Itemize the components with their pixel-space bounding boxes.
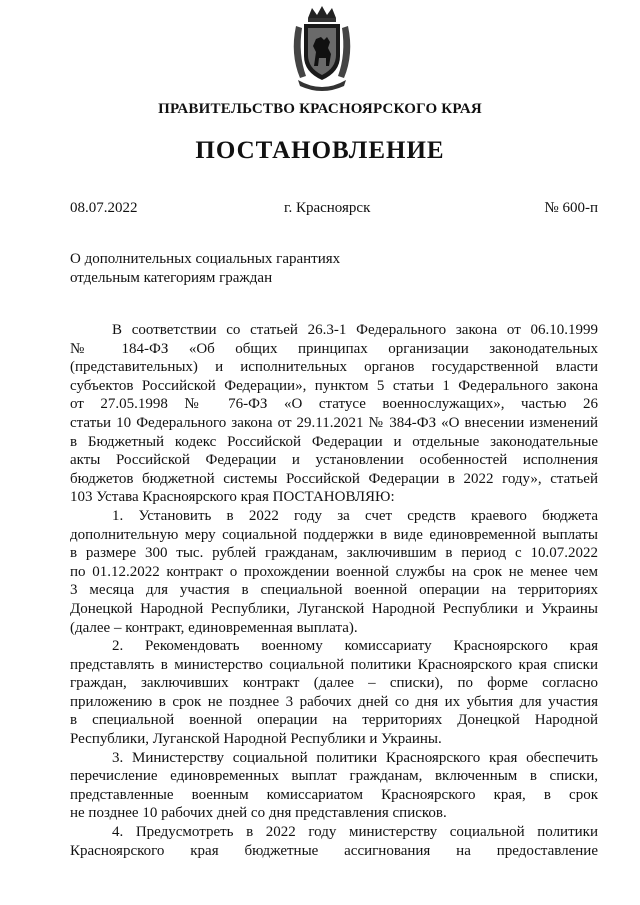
body-line: В соответствии со статьей 26.3-1 Федерального закона от 06.10.1999 [112,322,598,338]
document-body [70,321,598,860]
document-city: г. Красноярск [284,200,371,216]
body-line: бюджетов бюджетной системы Российской Федерации в 2022 году», статьей [70,470,598,487]
body-line: № 184-ФЗ «Об общих принципах организации законодательных [70,340,598,357]
body-line: 3. Министерству социальной политики Красноярского края обеспечить [112,749,598,766]
body-line: в специальной военной операции на территориях Донецкой Народной [70,712,598,729]
body-line: в Бюджетный кодекс Российской Федерации и отдельные законодательные [70,433,598,450]
body-line: Республики, Луганской Народной Республики и Украины. [70,731,442,748]
body-line: представлять в министерство социальной политики Красноярского края списки [70,656,598,673]
government-title: ПРАВИТЕЛЬСТВО КРАСНОЯРСКОГО КРАЯ [158,101,482,117]
body-line: представленные военным комиссариатом Красноярского края, в срок [70,786,598,803]
document-type-title: ПОСТАНОВЛЕНИЕ [195,137,445,164]
body-line: 3 месяца для участия в специальной военной операции на территориях [70,582,598,599]
body-line: статьи 10 Федерального закона от 29.11.2021 № 384-ФЗ «О внесении изменений [70,414,598,431]
body-paragraph [70,823,598,860]
body-paragraph [70,321,598,507]
body-line: (далее – контракт, единовременная выплата). [70,619,358,636]
document-number: № 600-п [544,200,598,216]
body-line: от 27.05.1998 № 76-ФЗ «О статусе военнослужащих», частью 26 [70,396,598,413]
body-line: (представительных) и исполнительных органов государственной власти [70,359,598,376]
body-paragraph [70,507,598,637]
body-line: приложению в срок не позднее 3 рабочих дней со дня их убытия для участия [70,693,598,710]
body-line: не позднее 10 рабочих дней со дня представления списков. [70,805,447,822]
body-line: перечисление единовременных выплат гражданам, включенным в списки, [70,768,598,785]
body-line: субъектов Российской Федерации», пунктом 5 статьи 1 Федерального закона [70,377,598,394]
body-line: 103 Устава Красноярского края ПОСТАНОВЛЯЮ: [70,489,395,506]
body-line: по 01.12.2022 контракт о прохождении военной службы на срок не менее чем [70,563,598,580]
body-line: 2. Рекомендовать военному комиссариату Красноярского края [112,638,598,655]
body-line: граждан, заключивших контракт (далее – списки), по форме согласно [70,675,598,692]
body-paragraph [70,749,598,823]
body-line: в размере 300 тыс. рублей гражданам, заключившим в период с 10.07.2022 [70,545,598,562]
body-line: Донецкой Народной Республики, Луганской Народной Республики и Украины [70,600,598,617]
body-line: Красноярского края бюджетные ассигнования на предоставление [70,842,598,859]
document-date: 08.07.2022 [70,200,138,216]
body-line: 1. Установить в 2022 году за счет средств краевого бюджета [112,507,598,524]
body-paragraph [70,637,598,749]
krasnoyarsk-coat-of-arms-icon [286,4,358,92]
subject-line: О дополнительных социальных гарантиях [70,251,341,267]
document-subject [70,250,340,288]
subject-line: отдельным категориям граждан [70,270,273,286]
body-line: дополнительную меру социальной поддержки в виде единовременной выплаты [70,526,598,543]
body-line: акты Российской Федерации и установлении особенностей исполнения [70,452,598,469]
body-line: 4. Предусмотреть в 2022 году министерству социальной политики [112,824,598,841]
